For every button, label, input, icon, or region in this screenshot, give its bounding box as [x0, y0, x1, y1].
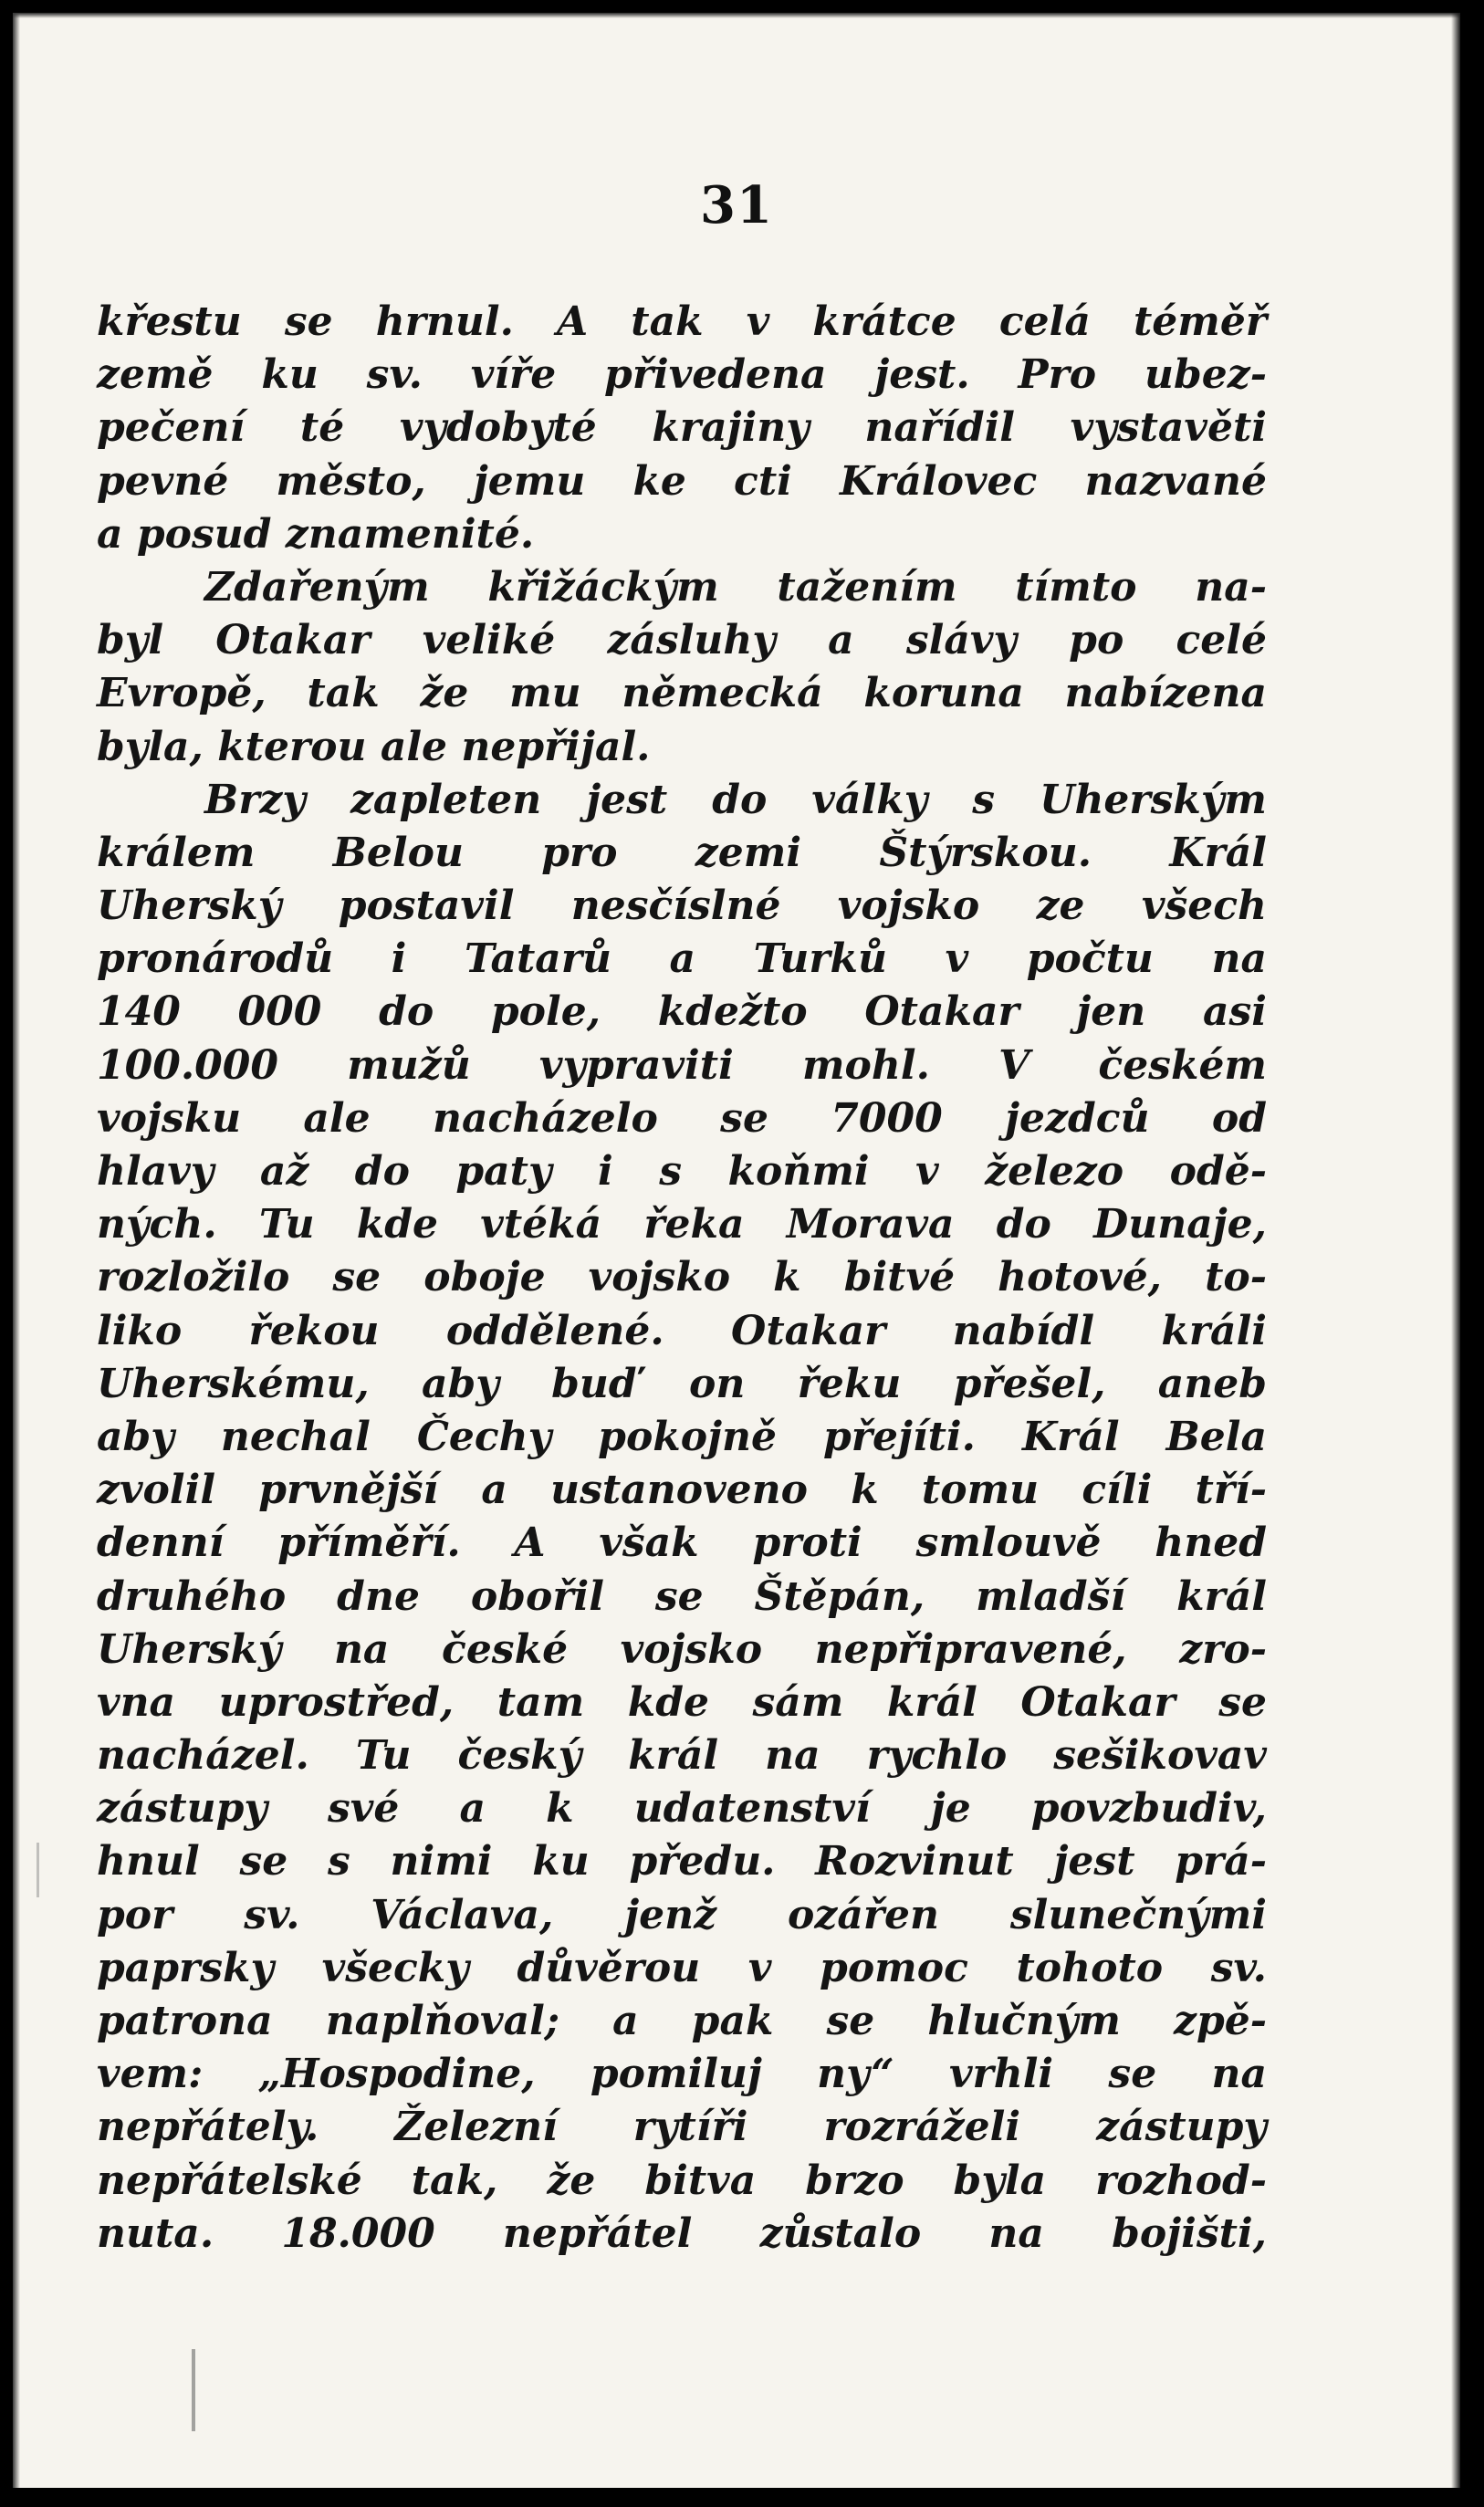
text-line: králem Belou pro zemi Štýrskou. Král — [97, 829, 1267, 876]
text-line: aby nechal Čechy pokojně přejíti. Král Bela — [97, 1413, 1267, 1460]
text-line: Brzy zapleten jest do války s Uherským — [204, 776, 1267, 823]
text-line: ných. Tu kde vtéká řeka Morava do Dunaje, — [97, 1201, 1267, 1248]
text-line: byla, kterou ale nepřijal. — [97, 723, 651, 770]
text-line: vem: „Hospodine, pomiluj ny“ vrhli se na — [97, 2051, 1267, 2098]
text-line: vna uprostřed, tam kde sám král Otakar se — [97, 1678, 1267, 1726]
text-line: Uherskému, aby buď on řeku přešel, aneb — [97, 1360, 1267, 1407]
text-line: byl Otakar veliké zásluhy a slávy po celé — [97, 617, 1267, 664]
page-number: 31 — [700, 175, 773, 235]
text-line: pečení té vydobyté krajiny nařídil vystavěti — [97, 404, 1267, 452]
text-line: hnul se s nimi ku předu. Rozvinut jest prá- — [97, 1838, 1267, 1885]
text-line: hlavy až do paty i s koňmi v železo odě- — [97, 1148, 1267, 1195]
body-text — [97, 296, 1267, 2261]
text-line: nacházel. Tu český král na rychlo sešikovav — [97, 1732, 1267, 1780]
text-line: pevné město, jemu ke cti Královec nazvané — [97, 457, 1267, 505]
text-line: Uherský postavil nesčíslné vojsko ze všech — [97, 883, 1267, 930]
text-line: země ku sv. víře přivedena jest. Pro ubez- — [97, 351, 1267, 399]
text-line: a posud znamenité. — [97, 510, 535, 558]
text-line: křestu se hrnul. A tak v krátce celá téměř — [97, 298, 1267, 345]
text-line: patrona naplňoval; a pak se hlučným zpě- — [97, 1998, 1267, 2044]
text-line: denní příměří. A však proti smlouvě hned — [97, 1520, 1267, 1567]
text-line: nepřátelské tak, že bitva brzo byla rozhod- — [97, 2157, 1267, 2204]
text-line: Evropě, tak že mu německá koruna nabízena — [97, 670, 1267, 717]
text-line: liko řekou oddělené. Otakar nabídl králi — [97, 1307, 1267, 1354]
text-line: rozložilo se oboje vojsko k bitvé hotové, to- — [97, 1254, 1267, 1301]
scan-artifact-mark — [192, 2349, 195, 2431]
text-line: 100.000 mužů vypraviti mohl. V českém — [97, 1041, 1267, 1089]
scanned-page — [13, 13, 1460, 2488]
scan-edge-left — [13, 13, 20, 2488]
text-line: druhého dne obořil se Štěpán, mladší král — [97, 1572, 1267, 1620]
text-line: vojsku ale nacházelo se 7000 jezdců od — [97, 1094, 1267, 1142]
scan-edge-right — [1451, 13, 1460, 2488]
text-line: por sv. Václava, jenž ozářen slunečnými — [97, 1891, 1267, 1938]
text-line: Uherský na české vojsko nepřipravené, zro- — [97, 1625, 1267, 1673]
text-line: paprsky všecky důvěrou v pomoc tohoto sv. — [97, 1944, 1267, 1991]
text-line: 140 000 do pole, kdežto Otakar jen asi — [97, 988, 1267, 1036]
scan-artifact-mark — [37, 1843, 39, 1897]
text-line: nuta. 18.000 nepřátel zůstalo na bojišti, — [97, 2209, 1267, 2257]
text-line: pronárodů i Tatarů a Turků v počtu na — [97, 935, 1267, 983]
text-line: Zdařeným křižáckým tažením tímto na- — [204, 563, 1267, 611]
text-line: nepřátely. Železní rytíři rozráželi zástupy — [97, 2104, 1267, 2151]
text-line: zástupy své a k udatenství je povzbudiv, — [97, 1785, 1267, 1833]
scan-edge-top — [13, 13, 1460, 18]
text-line: zvolil prvnější a ustanoveno k tomu cíli tří- — [97, 1467, 1267, 1514]
